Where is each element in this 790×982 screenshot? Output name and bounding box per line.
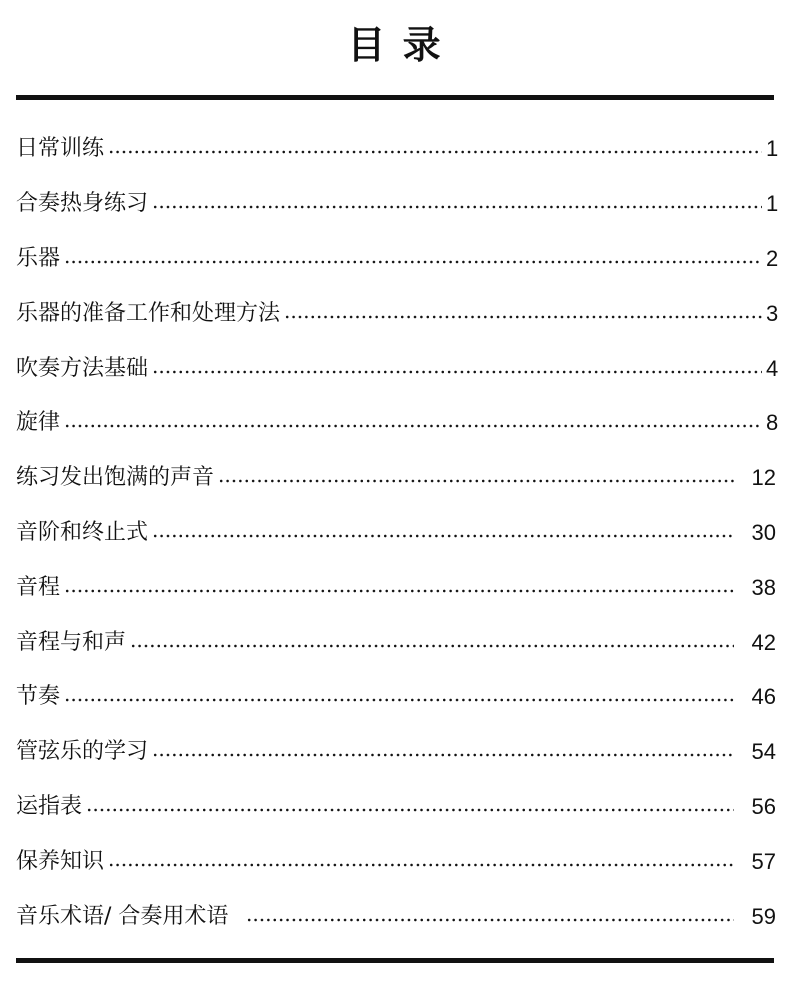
toc-entry-page: 38 [751,574,776,600]
toc-entry[interactable] [16,286,779,341]
toc-entry[interactable] [16,451,776,506]
toc-entry-label: 运指表 [16,793,83,819]
toc-entry-page: 4 [766,355,779,381]
toc-entry[interactable] [16,396,779,451]
toc-entry[interactable] [16,506,776,561]
dot-leader [130,644,734,648]
toc-entry-label: 音乐术语/ 合奏用术语 [16,903,229,929]
dot-leader [152,753,734,757]
dot-leader [64,698,734,702]
dot-leader [64,589,734,593]
toc-entry-label: 吹奏方法基础 [16,355,149,381]
toc-entry-label: 练习发出饱满的声音 [16,465,215,491]
toc-entry-label: 音阶和终止式 [16,519,149,545]
page-title: 目 录 [347,23,443,67]
dot-leader [86,808,734,812]
toc-entry-page: 54 [751,739,776,765]
dot-leader [284,315,762,319]
toc-entry-label: 合奏热身练习 [16,191,149,217]
dot-leader [64,260,762,264]
toc-entry[interactable] [16,341,779,396]
toc-entry-label: 管弦乐的学习 [16,739,149,765]
bottom-divider [16,958,774,963]
toc-entry-page: 57 [751,848,776,874]
toc-entry-page: 42 [751,629,776,655]
toc-entry[interactable] [16,560,776,615]
toc-entry-label: 旋律 [16,410,61,436]
toc-entry-label: 乐器的准备工作和处理方法 [16,300,281,326]
dot-leader [246,918,734,922]
toc-entry-page: 59 [751,903,776,929]
toc-entry-page: 1 [766,191,779,217]
dot-leader [108,150,762,154]
toc-entry-page: 2 [766,245,779,271]
toc-entry-page: 30 [751,519,776,545]
dot-leader [218,479,734,483]
toc-entry-page: 3 [766,300,779,326]
top-divider [16,95,774,100]
toc-entry-page: 56 [751,793,776,819]
toc-entry[interactable] [16,670,776,725]
toc-entry[interactable] [16,122,779,177]
toc-entry-page: 12 [751,465,776,491]
dot-leader [152,205,762,209]
toc-entry-page: 46 [751,684,776,710]
dot-leader [108,863,734,867]
dot-leader [152,534,734,538]
toc-entry-page: 1 [766,136,779,162]
toc-entry-label: 音程 [16,574,61,600]
toc-entry[interactable] [16,780,776,835]
toc-entry-label: 保养知识 [16,848,105,874]
toc-entry-label: 乐器 [16,245,61,271]
toc-entry[interactable] [16,232,779,287]
table-of-contents [16,122,779,944]
toc-entry-label: 节奏 [16,684,61,710]
toc-entry[interactable] [16,615,776,670]
toc-entry[interactable] [16,725,776,780]
toc-entry-page: 8 [766,410,779,436]
toc-entry-label: 音程与和声 [16,629,127,655]
toc-entry[interactable] [16,177,779,232]
dot-leader [64,424,762,428]
toc-entry-label: 日常训练 [16,136,105,162]
toc-entry[interactable] [16,834,776,889]
toc-entry[interactable] [16,889,776,944]
dot-leader [152,370,762,374]
